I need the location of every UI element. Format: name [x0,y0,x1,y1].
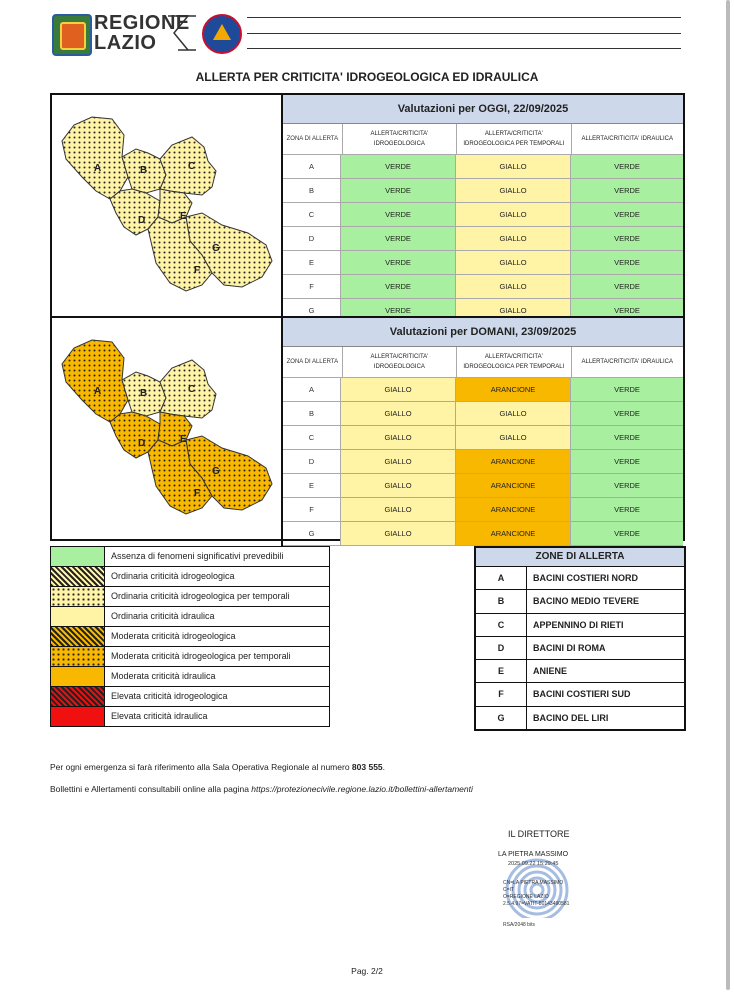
tomorrow-header-row [283,347,683,378]
legend-label: Assenza di fenomeni significativi prevedibili [111,551,284,561]
temporali-cell: GIALLO [456,299,571,322]
col-zone-header: ZONA DI ALLERTA [283,124,343,154]
legend-swatch [51,547,105,566]
legend-label: Ordinaria criticità idrogeologica per temporali [111,591,290,601]
zone-row [476,637,684,660]
brand-divider-icon [166,14,198,52]
online-prefix: Bollettini e Allertamenti consultabili online alla pagina [50,784,252,794]
legend-item [51,627,329,647]
legend-item [51,547,329,567]
protezione-civile-logo [202,14,242,54]
tomorrow-row [283,450,683,474]
idraulica-cell: VERDE [571,450,683,473]
tomorrow-table [281,318,683,546]
header-rule-3 [247,48,681,49]
idrogeo-cell: GIALLO [341,426,456,449]
zone-code: C [476,614,527,636]
map-label-c: C [188,384,196,395]
col-idrogeo-header: ALLERTA/CRITICITA' IDROGEOLOGICA [343,124,457,154]
idraulica-cell: VERDE [571,275,683,298]
tomorrow-row [283,474,683,498]
emergency-prefix: Per ogni emergenza si farà riferimento alla Sala Operativa Regionale al numero [50,762,352,772]
zones-table [474,546,686,731]
signature-timestamp: 2025.09.22 15:29:45 [508,861,559,867]
legend-swatch [51,587,105,606]
zone-code: A [476,567,527,589]
today-rows [283,155,683,323]
legend-swatch [51,667,105,686]
zone-cell: D [283,227,341,250]
zone-code: G [476,707,527,729]
today-header-row [283,124,683,155]
legend-swatch [51,607,105,626]
map-label-b: B [140,165,148,176]
zone-cell: B [283,179,341,202]
brand-line2: LAZIO [94,32,157,54]
col-zone-header: ZONA DI ALLERTA [283,347,343,377]
idrogeo-cell: GIALLO [341,378,456,401]
signature-line: 2.5.4.97=VATIT-80143490581 [503,901,570,907]
idraulica-cell: VERDE [571,251,683,274]
idraulica-cell: VERDE [571,426,683,449]
today-row [283,275,683,299]
today-table [281,95,683,323]
header-rule-1 [247,17,681,18]
idrogeo-cell: GIALLO [341,474,456,497]
legend-swatch [51,627,105,646]
idraulica-cell: VERDE [571,179,683,202]
temporali-cell: ARANCIONE [456,498,571,521]
map-zone-a [62,117,128,199]
zone-cell: G [283,522,341,545]
legend-swatch [51,687,105,706]
idraulica-cell: VERDE [571,522,683,545]
zone-cell: E [283,251,341,274]
zone-cell: C [283,203,341,226]
today-row [283,227,683,251]
map-label-e: E [180,211,187,222]
idraulica-cell: VERDE [571,474,683,497]
zone-name: BACINO DEL LIRI [533,712,609,723]
idrogeo-cell: VERDE [341,299,456,322]
temporali-cell: ARANCIONE [456,450,571,473]
zone-row [476,590,684,613]
legend-swatch [51,647,105,666]
document-title: ALLERTA PER CRITICITA' IDROGEOLOGICA ED IDRAULICA [195,70,539,84]
zone-cell: F [283,498,341,521]
idraulica-cell: VERDE [571,402,683,425]
legend-item [51,567,329,587]
map-label-d: D [138,438,146,449]
zone-cell: G [283,299,341,322]
temporali-cell: GIALLO [456,203,571,226]
map-label-e: E [180,434,187,445]
zone-name: BACINI DI ROMA [533,642,606,653]
zone-cell: B [283,402,341,425]
temporali-cell: GIALLO [456,227,571,250]
zone-name: BACINO MEDIO TEVERE [533,596,640,607]
legend-item [51,687,329,707]
idraulica-cell: VERDE [571,299,683,322]
tomorrow-panel [50,316,685,541]
signature-line: CN=LA PIETRA MASSIMO [503,880,564,886]
legend-item [51,587,329,607]
tomorrow-table-title: Valutazioni per DOMANI, 23/09/2025 [283,318,683,347]
signature-details [503,880,569,908]
legend-label: Moderata criticità idrogeologica per temporali [111,651,291,661]
zone-row [476,683,684,706]
zone-row [476,567,684,590]
col-temporali-header: ALLERTA/CRITICITA' IDROGEOLOGICA PER TEMPORALI [457,347,571,377]
zone-cell: E [283,474,341,497]
header-rule-2 [247,33,681,34]
idrogeo-cell: VERDE [341,251,456,274]
zone-code: F [476,683,527,705]
zone-cell: A [283,378,341,401]
temporali-cell: ARANCIONE [456,378,571,401]
zone-row [476,660,684,683]
tomorrow-rows [283,378,683,546]
zone-cell: A [283,155,341,178]
today-row [283,251,683,275]
idraulica-cell: VERDE [571,227,683,250]
col-idraulica-header: ALLERTA/CRITICITA' IDRAULICA [581,359,673,365]
zone-cell: C [283,426,341,449]
tomorrow-row [283,402,683,426]
temporali-cell: GIALLO [456,402,571,425]
legend-label: Moderata criticità idrogeologica [111,631,236,641]
signature-ref: RSA/2048 bits [503,922,535,928]
tomorrow-row [283,378,683,402]
legend-label: Ordinaria criticità idrogeologica [111,571,235,581]
idrogeo-cell: VERDE [341,227,456,250]
map-label-g: G [212,466,220,477]
legend-item [51,607,329,627]
online-note [50,784,473,794]
zone-cell: D [283,450,341,473]
today-table-title: Valutazioni per OGGI, 22/09/2025 [283,95,683,124]
zone-row [476,707,684,729]
zone-cell: F [283,275,341,298]
map-label-c: C [188,161,196,172]
emergency-suffix: . [382,762,386,772]
zone-name: BACINI COSTIERI NORD [533,573,639,583]
idrogeo-cell: VERDE [341,203,456,226]
regione-lazio-logo [52,14,92,56]
legend-label: Elevata criticità idraulica [111,711,208,721]
col-idraulica-header: ALLERTA/CRITICITA' IDRAULICA [581,136,673,142]
zone-row [476,614,684,637]
today-row [283,155,683,179]
map-label-b: B [140,388,148,399]
map-label-f: F [194,488,201,499]
idrogeo-cell: VERDE [341,179,456,202]
map-label-g: G [212,243,220,254]
tomorrow-row [283,498,683,522]
map-zone-a [62,340,128,422]
zones-title: ZONE DI ALLERTA [476,548,684,567]
idrogeo-cell: GIALLO [341,450,456,473]
temporali-cell: ARANCIONE [456,474,571,497]
temporali-cell: GIALLO [456,179,571,202]
idrogeo-cell: VERDE [341,155,456,178]
legend-item [51,667,329,687]
zone-code: D [476,637,527,659]
scrollbar[interactable] [726,0,730,990]
signature-line: C=IT [503,887,514,893]
zone-name: ANIENE [533,666,568,677]
today-map [52,95,281,316]
page-number: Pag. 2/2 [351,966,383,976]
idrogeo-cell: GIALLO [341,498,456,521]
map-label-a: A [94,386,102,397]
signature-line: O=REGIONE LAZIO [503,894,549,900]
online-url[interactable]: https://protezionecivile.regione.lazio.it/bollettini-allertamenti [251,784,473,794]
tomorrow-row [283,522,683,546]
legend-label: Moderata criticità idraulica [111,671,216,681]
temporali-cell: ARANCIONE [456,522,571,545]
temporali-cell: GIALLO [456,426,571,449]
today-row [283,203,683,227]
brand-line1: REGIONE [94,12,190,34]
today-row [283,179,683,203]
legend-item [51,707,329,726]
tomorrow-map [52,318,281,539]
emergency-number: 803 555 [351,762,383,772]
map-label-d: D [138,215,146,226]
legend-swatch [51,707,105,726]
temporali-cell: GIALLO [456,251,571,274]
temporali-cell: GIALLO [456,275,571,298]
idrogeo-cell: VERDE [341,275,456,298]
legend-swatch [51,567,105,586]
map-label-a: A [94,163,102,174]
col-idrogeo-header: ALLERTA/CRITICITA' IDROGEOLOGICA [343,347,457,377]
zone-rows [476,567,684,729]
idraulica-cell: VERDE [571,203,683,226]
zone-name: APPENNINO DI RIETI [533,619,624,630]
zone-code: E [476,660,527,682]
director-title: IL DIRETTORE [508,829,570,839]
emergency-note [50,762,385,772]
idrogeo-cell: GIALLO [341,522,456,545]
col-temporali-header: ALLERTA/CRITICITA' IDROGEOLOGICA PER TEMPORALI [457,124,571,154]
zone-name: BACINI COSTIERI SUD [533,689,631,700]
idraulica-cell: VERDE [571,378,683,401]
legend [50,546,330,727]
map-label-f: F [194,265,201,276]
temporali-cell: GIALLO [456,155,571,178]
legend-label: Ordinaria criticità idraulica [111,611,215,621]
legend-item [51,647,329,667]
idraulica-cell: VERDE [571,155,683,178]
legend-label: Elevata criticità idrogeologica [111,691,228,701]
signer-name: LA PIETRA MASSIMO [498,851,569,858]
idraulica-cell: VERDE [571,498,683,521]
today-panel [50,93,685,318]
idrogeo-cell: GIALLO [341,402,456,425]
tomorrow-row [283,426,683,450]
zone-code: B [476,590,527,612]
